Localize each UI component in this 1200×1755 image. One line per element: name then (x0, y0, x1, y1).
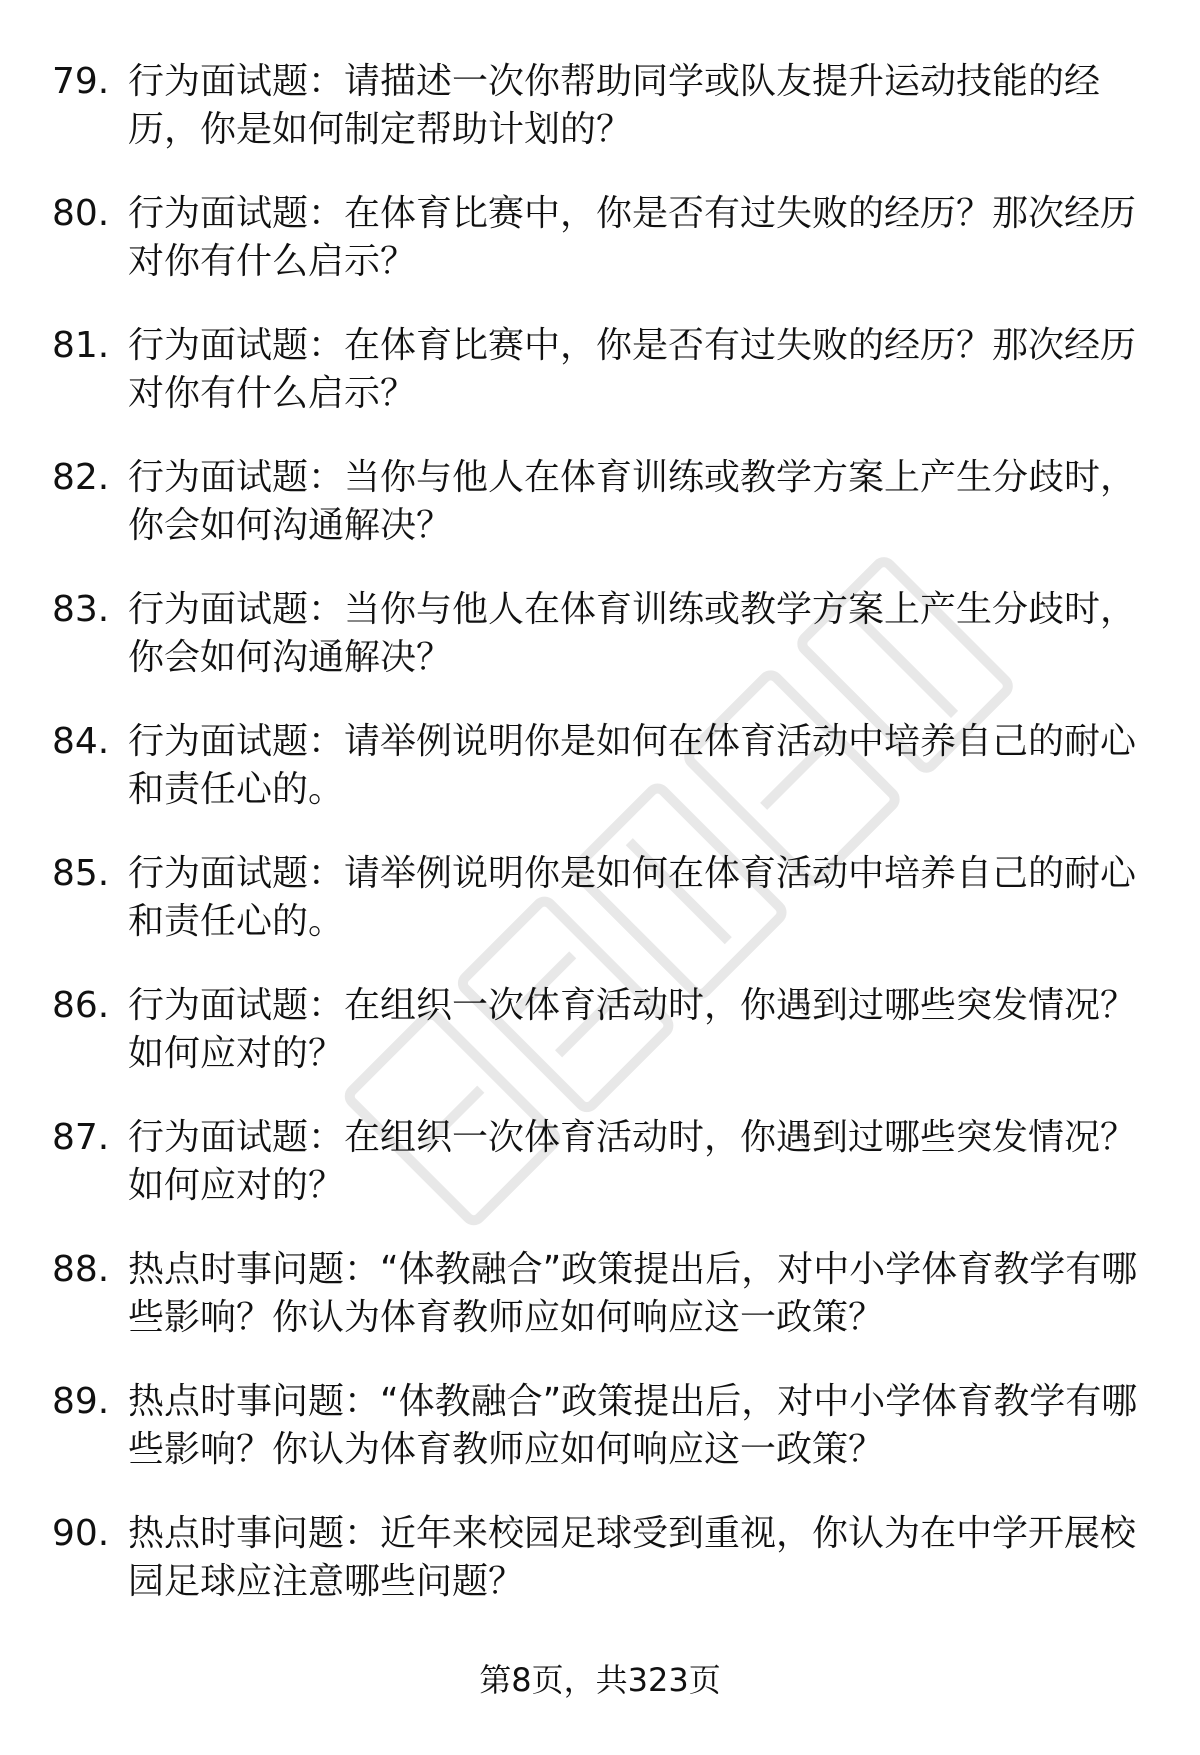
question-number: 86. (52, 985, 110, 1026)
question-item (52, 1510, 1152, 1642)
question-item (52, 1378, 1152, 1510)
question-text: 行为面试题：请举例说明你是如何在体育活动中培养自己的耐心和责任心的。 (128, 853, 1137, 942)
question-text: 行为面试题：当你与他人在体育训练或教学方案上产生分歧时，你会如何沟通解决？ (128, 589, 1137, 678)
question-number: 80. (52, 193, 110, 234)
question-text: 行为面试题：在体育比赛中，你是否有过失败的经历？那次经历对你有什么启示？ (128, 193, 1137, 282)
question-item (52, 850, 1152, 982)
question-text: 行为面试题：在组织一次体育活动时，你遇到过哪些突发情况？如何应对的？ (128, 985, 1137, 1074)
question-list (52, 58, 1152, 1642)
question-item (52, 1246, 1152, 1378)
question-item (52, 58, 1152, 190)
question-text: 行为面试题：请举例说明你是如何在体育活动中培养自己的耐心和责任心的。 (128, 721, 1137, 810)
question-item (52, 454, 1152, 586)
question-text: 热点时事问题：“体教融合”政策提出后，对中小学体育教学有哪些影响？你认为体育教师应如何响应这一政策？ (128, 1381, 1138, 1470)
question-text: 行为面试题：在体育比赛中，你是否有过失败的经历？那次经历对你有什么启示？ (128, 325, 1137, 414)
question-number: 87. (52, 1117, 110, 1158)
question-number: 84. (52, 721, 110, 762)
question-number: 82. (52, 457, 110, 498)
question-item (52, 718, 1152, 850)
question-number: 89. (52, 1381, 110, 1422)
question-text: 行为面试题：在组织一次体育活动时，你遇到过哪些突发情况？如何应对的？ (128, 1117, 1137, 1206)
question-item (52, 190, 1152, 322)
question-number: 81. (52, 325, 110, 366)
question-text: 热点时事问题：“体教融合”政策提出后，对中小学体育教学有哪些影响？你认为体育教师应如何响应这一政策？ (128, 1249, 1138, 1338)
question-item (52, 322, 1152, 454)
question-text: 热点时事问题：近年来校园足球受到重视，你认为在中学开展校园足球应注意哪些问题？ (128, 1513, 1137, 1602)
question-number: 90. (52, 1513, 110, 1554)
question-text: 行为面试题：请描述一次你帮助同学或队友提升运动技能的经历，你是如何制定帮助计划的？ (128, 61, 1101, 150)
question-item (52, 982, 1152, 1114)
question-number: 83. (52, 589, 110, 630)
question-number: 79. (52, 61, 110, 102)
question-item (52, 586, 1152, 718)
question-number: 88. (52, 1249, 110, 1290)
question-item (52, 1114, 1152, 1246)
question-number: 85. (52, 853, 110, 894)
question-text: 行为面试题：当你与他人在体育训练或教学方案上产生分歧时，你会如何沟通解决？ (128, 457, 1137, 546)
page-footer: 第8页，共323页 (479, 1661, 721, 1699)
